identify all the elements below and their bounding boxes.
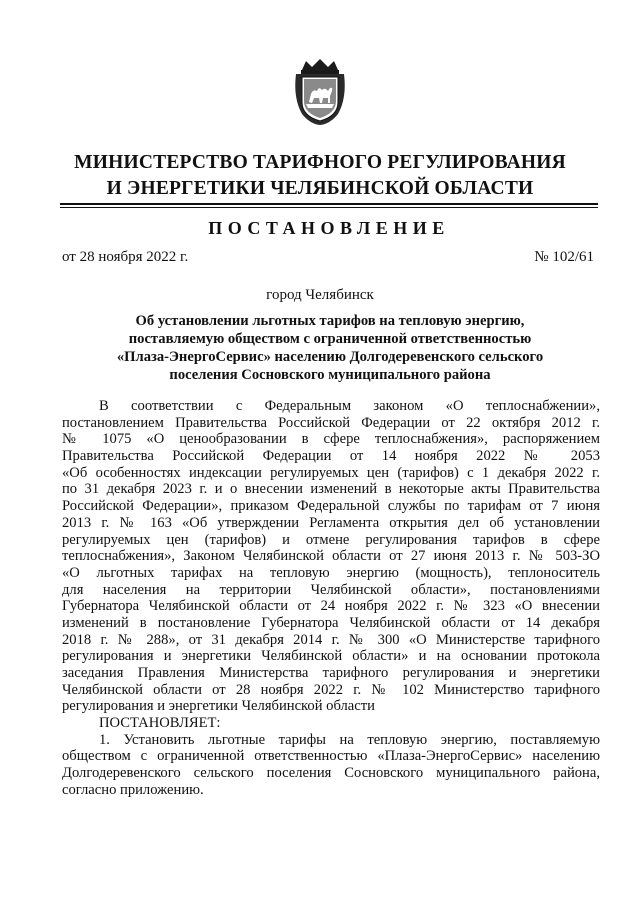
preamble-line: по 31 декабря 2023 г. и о внесении изменений в некоторые акты Правительства [62, 481, 600, 498]
preamble-line: Губернатора Челябинской области от 24 ноября 2022 г. № 323 «О внесении [62, 598, 600, 615]
preamble-line: 2013 г. № 163 «Об утверждении Регламента открытия дел об установлении [62, 514, 600, 531]
preamble-line: постановлением Правительства Российской Федерации от 22 октября 2012 г. [62, 414, 600, 431]
item-1-line: Долгодеревенского сельского поселения Сосновского муниципального района, [62, 765, 600, 782]
title-line: Об установлении льготных тарифов на тепловую энергию, [135, 313, 525, 329]
preamble-line: № 1075 «О ценообразовании в сфере теплоснабжения», распоряжением [62, 431, 600, 448]
ministry-name [40, 150, 600, 202]
document-number: № 102/61 [534, 249, 594, 265]
document-type-heading: ПОСТАНОВЛЕНИЕ [208, 218, 450, 238]
preamble-line: теплоснабжения», Законом Челябинской области от 27 июня 2013 г. № 503-ЗО [62, 548, 600, 565]
preamble-line: 2018 г. № 288», от 31 декабря 2014 г. № 300 «О Министерстве тарифного [62, 631, 600, 648]
preamble-line: В соответствии с Федеральным законом «О теплоснабжении», [99, 398, 600, 414]
preamble-line: Правительства Российской Федерации от 14 ноября 2022 № 2053 [62, 448, 600, 465]
preamble-line: регулирования и энергетики Челябинской области [62, 698, 375, 715]
ministry-name-line-1: МИНИСТЕРСТВО ТАРИФНОГО РЕГУЛИРОВАНИЯ [74, 152, 566, 173]
preamble-line: Российской Федерации», приказом Федеральной службы по тарифам от 7 июня [62, 498, 600, 515]
preamble-line: «О льготных тарифах на тепловую энергию (мощность), теплоноситель [62, 564, 600, 581]
city-name: город Челябинск [266, 287, 374, 303]
title-line: поселения Сосновского муниципального района [169, 367, 491, 383]
preamble-line: регулируемых цен (тарифов) и отмене регулирования тарифов в сфере [62, 531, 600, 548]
preamble-line: «Об особенностях индексации регулируемых цен (тарифов) с 1 декабря 2022 г. [62, 464, 600, 481]
item-1-line: согласно приложению. [62, 781, 204, 798]
header-rule-thick [60, 203, 598, 205]
ministry-name-line-2: И ЭНЕРГЕТИКИ ЧЕЛЯБИНСКОЙ ОБЛАСТИ [106, 178, 534, 199]
item-1-line: обществом с ограниченной ответственностью «Плаза-ЭнергоСервис» населению [62, 748, 600, 765]
preamble-line: регулирования и энергетики Челябинской области» и на основании протокола [62, 648, 600, 665]
resolves-heading: ПОСТАНОВЛЯЕТ: [99, 715, 221, 732]
preamble-line: заседания Правления Министерства тарифного регулирования и энергетики [62, 665, 600, 681]
title-line: «Плаза-ЭнергоСервис» населению Долгодеревенского сельского [116, 349, 544, 365]
title-line: поставляемую обществом с ограниченной ответственностью [128, 331, 532, 347]
item-1-line: 1. Установить льготные тарифы на тепловую энергию, поставляемую [99, 731, 600, 748]
preamble-line: изменений в постановление Губернатора Челябинской области от 14 декабря [62, 614, 600, 631]
preamble-line: Челябинской области от 28 ноября 2022 г. № 102 Министерство тарифного [62, 681, 600, 698]
document-body [62, 398, 600, 799]
document-title [90, 312, 570, 384]
preamble-line: для населения на территории Челябинской области», постановлениями [62, 581, 600, 598]
document-date: от 28 ноября 2022 г. [62, 249, 189, 265]
coat-of-arms-emblem [292, 58, 348, 126]
header-rule-thin [60, 207, 598, 208]
